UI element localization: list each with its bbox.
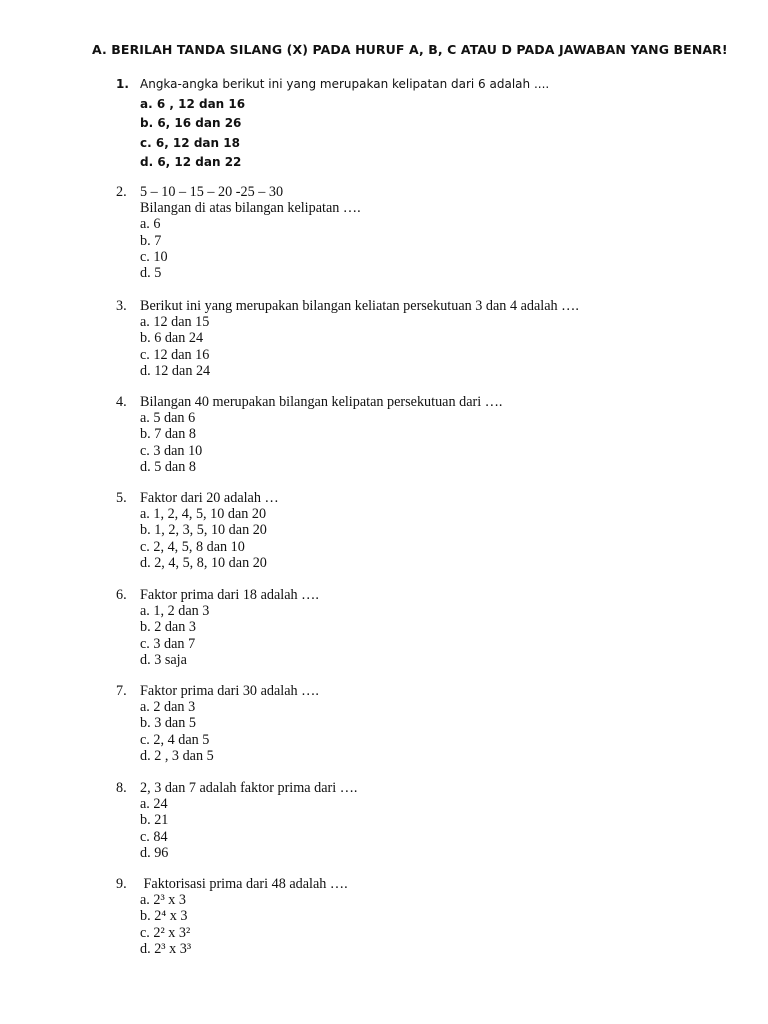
question-text-2: Bilangan di atas bilangan kelipatan …. xyxy=(140,200,361,217)
question-number: 4. xyxy=(116,394,127,410)
question-1 xyxy=(116,75,736,173)
question-text: Angka-angka berikut ini yang merupakan kelipatan dari 6 adalah .... xyxy=(140,77,550,91)
option-a: a. 6 xyxy=(140,216,161,233)
option-b: b. 2 dan 3 xyxy=(140,619,196,636)
question-number: 7. xyxy=(116,683,127,699)
option-a: a. 24 xyxy=(140,796,168,813)
question-4 xyxy=(116,394,736,475)
option-b: b. 6, 16 dan 26 xyxy=(140,116,242,130)
option-a: a. 2 dan 3 xyxy=(140,699,196,716)
question-number: 2. xyxy=(116,184,127,200)
option-d: d. 6, 12 dan 22 xyxy=(140,155,242,169)
question-text: 5 – 10 – 15 – 20 -25 – 30 xyxy=(140,184,284,200)
option-a: a. 1, 2, 4, 5, 10 dan 20 xyxy=(140,506,267,523)
question-8 xyxy=(116,780,736,861)
option-b: b. 1, 2, 3, 5, 10 dan 20 xyxy=(140,522,267,539)
option-b: b. 7 dan 8 xyxy=(140,426,196,443)
section-heading: A. BERILAH TANDA SILANG (X) PADA HURUF A, B, C ATAU D PADA JAWABAN YANG BENAR! xyxy=(92,42,728,57)
question-text: Faktor prima dari 18 adalah …. xyxy=(140,587,319,603)
question-2 xyxy=(116,184,736,281)
question-text: Faktor dari 20 adalah … xyxy=(140,490,279,506)
option-a: a. 2³ x 3 xyxy=(140,892,187,909)
option-b: b. 21 xyxy=(140,812,169,829)
question-text: Faktorisasi prima dari 48 adalah …. xyxy=(140,876,348,892)
option-b: b. 7 xyxy=(140,232,162,249)
option-d: d. 2³ x 3³ xyxy=(140,940,192,957)
option-c: c. 2² x 3² xyxy=(140,924,191,941)
option-d: d. 96 xyxy=(140,844,169,861)
option-d: d. 3 saja xyxy=(140,651,187,668)
question-number: 8. xyxy=(116,780,127,796)
option-c: c. 3 dan 7 xyxy=(140,635,196,652)
option-a: a. 5 dan 6 xyxy=(140,410,196,427)
question-number: 9. xyxy=(116,876,127,892)
question-5 xyxy=(116,490,736,571)
question-6 xyxy=(116,587,736,668)
option-d: d. 5 xyxy=(140,265,162,282)
option-c: c. 10 xyxy=(140,248,168,265)
option-b: b. 3 dan 5 xyxy=(140,715,196,732)
option-b: b. 6 dan 24 xyxy=(140,330,204,347)
option-d: d. 5 dan 8 xyxy=(140,458,196,475)
option-c: c. 3 dan 10 xyxy=(140,442,203,459)
question-3 xyxy=(116,298,736,379)
option-c: c. 2, 4 dan 5 xyxy=(140,731,210,748)
option-c: c. 2, 4, 5, 8 dan 10 xyxy=(140,538,245,555)
question-text: Berikut ini yang merupakan bilangan keliatan persekutuan 3 dan 4 adalah …. xyxy=(140,298,579,314)
option-a: a. 1, 2 dan 3 xyxy=(140,603,210,620)
option-d: d. 2 , 3 dan 5 xyxy=(140,747,214,764)
option-b: b. 2⁴ x 3 xyxy=(140,908,188,925)
question-text: 2, 3 dan 7 adalah faktor prima dari …. xyxy=(140,780,358,796)
question-text: Bilangan 40 merupakan bilangan kelipatan persekutuan dari …. xyxy=(140,394,503,410)
question-number: 5. xyxy=(116,490,127,506)
question-number: 1. xyxy=(116,77,129,91)
option-c: c. 6, 12 dan 18 xyxy=(140,135,240,150)
option-a: a. 6 , 12 dan 16 xyxy=(140,96,246,111)
option-a: a. 12 dan 15 xyxy=(140,314,210,331)
option-c: c. 84 xyxy=(140,828,168,845)
question-7 xyxy=(116,683,736,764)
question-number: 3. xyxy=(116,298,127,314)
option-c: c. 12 dan 16 xyxy=(140,346,210,363)
option-d: d. 12 dan 24 xyxy=(140,362,211,379)
question-text: Faktor prima dari 30 adalah …. xyxy=(140,683,319,699)
option-d: d. 2, 4, 5, 8, 10 dan 20 xyxy=(140,554,267,571)
question-9 xyxy=(116,876,736,957)
question-number: 6. xyxy=(116,587,127,603)
